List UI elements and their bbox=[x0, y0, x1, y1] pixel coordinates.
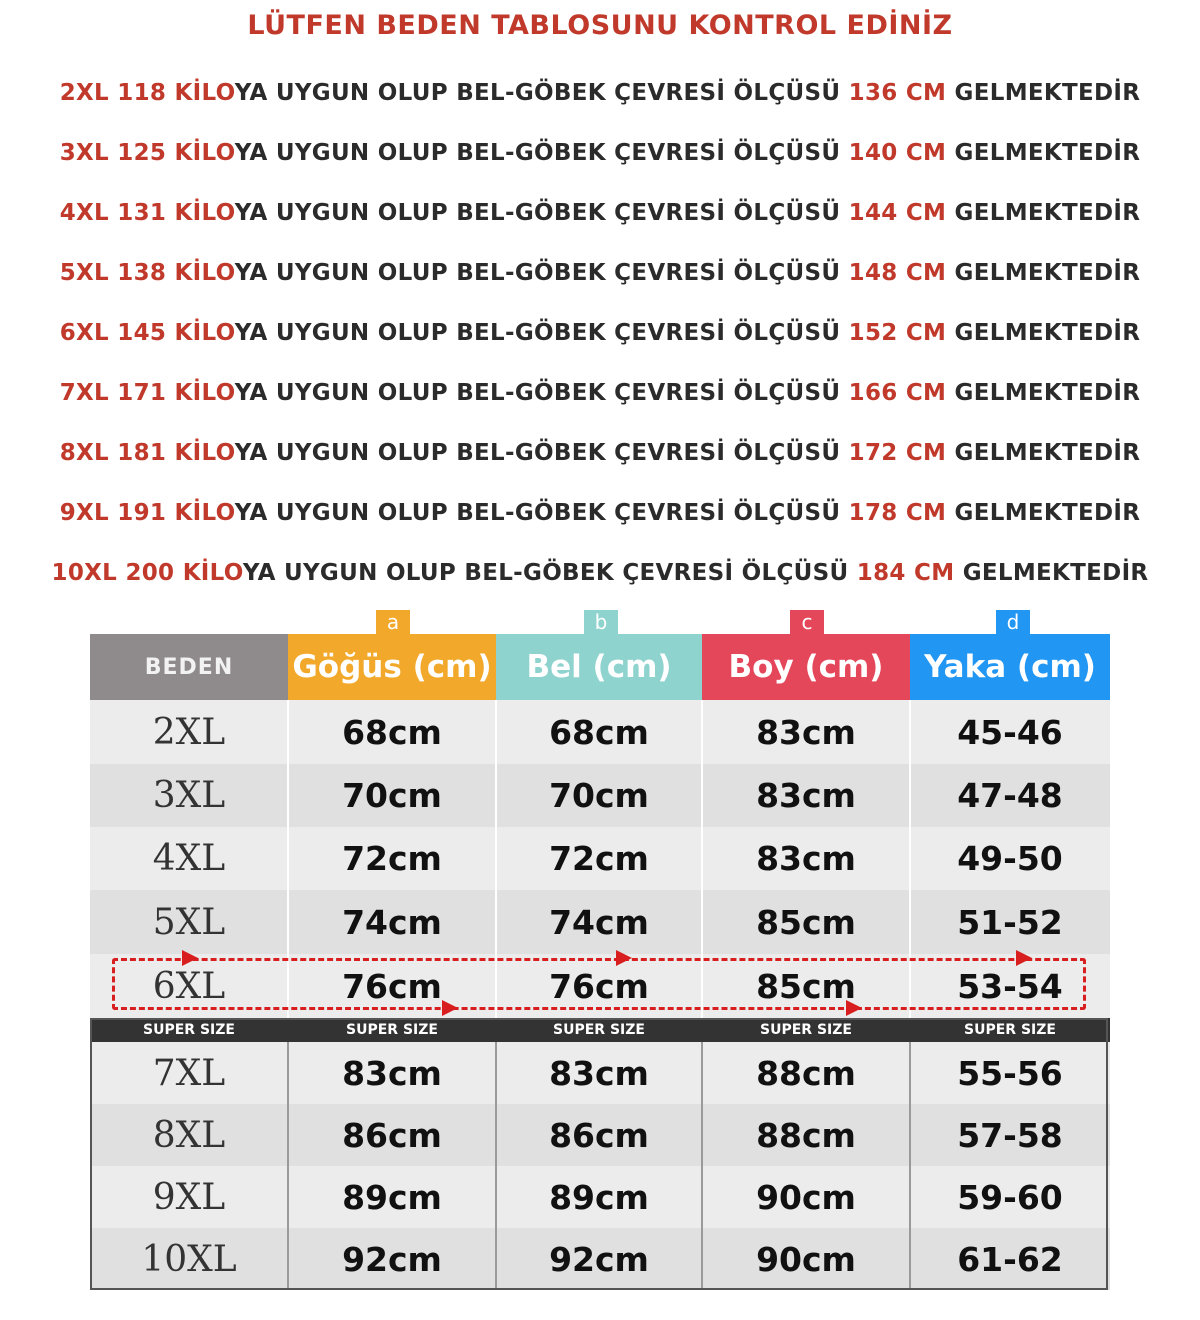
sentence-middle: YA UYGUN OLUP BEL-GÖBEK ÇEVRESİ ÖLÇÜSÜ bbox=[234, 140, 841, 166]
column-divider bbox=[909, 700, 911, 1018]
waist-cm-value: 148 CM bbox=[848, 260, 947, 286]
super-size-label: SUPER SIZE bbox=[553, 1022, 645, 1038]
chest-cell: 68cm bbox=[342, 712, 442, 752]
length-cell: 90cm bbox=[756, 1177, 856, 1217]
sentence-middle: YA UYGUN OLUP BEL-GÖBEK ÇEVRESİ ÖLÇÜSÜ bbox=[234, 380, 841, 406]
column-divider bbox=[909, 1042, 911, 1290]
chest-cell: 72cm bbox=[342, 839, 442, 878]
super-size-label: SUPER SIZE bbox=[143, 1022, 235, 1038]
waist-cm-value: 152 CM bbox=[848, 320, 947, 346]
waist-cell: 72cm bbox=[549, 839, 649, 878]
super-size-label: SUPER SIZE bbox=[346, 1022, 438, 1038]
size-weight-line bbox=[0, 500, 1200, 526]
sentence-end: GELMEKTEDİR bbox=[954, 260, 1141, 286]
waist-cell: 83cm bbox=[549, 1053, 649, 1093]
collar-cell: 59-60 bbox=[957, 1177, 1063, 1217]
column-tag-c: c bbox=[790, 610, 824, 634]
chest-cell: 70cm bbox=[342, 776, 442, 815]
super-size-label: SUPER SIZE bbox=[964, 1022, 1056, 1038]
waist-cm-value: 136 CM bbox=[848, 80, 947, 106]
column-tag-d: d bbox=[996, 610, 1030, 634]
waist-cm-value: 144 CM bbox=[848, 200, 947, 226]
collar-cell: 57-58 bbox=[957, 1115, 1063, 1155]
size-cell: 9XL bbox=[152, 1176, 226, 1218]
table-row bbox=[90, 827, 1110, 890]
waist-cell: 74cm bbox=[549, 902, 649, 942]
sentence-end: GELMEKTEDİR bbox=[954, 320, 1141, 346]
size-weight-line bbox=[0, 140, 1200, 166]
table-header bbox=[90, 634, 1110, 700]
sentence-middle: YA UYGUN OLUP BEL-GÖBEK ÇEVRESİ ÖLÇÜSÜ bbox=[242, 560, 849, 586]
sentence-end: GELMEKTEDİR bbox=[954, 80, 1141, 106]
size-weight-line bbox=[0, 440, 1200, 466]
size-chart-table bbox=[90, 610, 1110, 1292]
arrow-right-icon bbox=[616, 950, 632, 966]
sentence-middle: YA UYGUN OLUP BEL-GÖBEK ÇEVRESİ ÖLÇÜSÜ bbox=[234, 440, 841, 466]
sentence-end: GELMEKTEDİR bbox=[954, 200, 1141, 226]
sentence-end: GELMEKTEDİR bbox=[954, 140, 1141, 166]
size-cell: 5XL bbox=[152, 901, 226, 943]
table-row bbox=[90, 1228, 1110, 1290]
kilo-word: KİLO bbox=[174, 200, 235, 226]
size-weight-line bbox=[0, 560, 1200, 586]
table-row bbox=[90, 1104, 1110, 1166]
kilo-word: KİLO bbox=[182, 560, 243, 586]
size-weight-line bbox=[0, 200, 1200, 226]
size-weight-value: 5XL 138 bbox=[59, 260, 167, 286]
kilo-word: KİLO bbox=[174, 320, 235, 346]
sentence-end: GELMEKTEDİR bbox=[954, 500, 1141, 526]
kilo-word: KİLO bbox=[174, 380, 235, 406]
arrow-right-icon bbox=[846, 1000, 862, 1016]
table-row bbox=[90, 764, 1110, 827]
kilo-word: KİLO bbox=[174, 500, 235, 526]
chest-cell: 83cm bbox=[342, 1053, 442, 1093]
size-weight-value: 3XL 125 bbox=[59, 140, 167, 166]
column-divider bbox=[495, 700, 497, 1018]
collar-cell: 51-52 bbox=[957, 902, 1063, 942]
super-size-label: SUPER SIZE bbox=[760, 1022, 852, 1038]
waist-cm-value: 166 CM bbox=[848, 380, 947, 406]
length-cell: 88cm bbox=[756, 1115, 856, 1155]
size-cell: 3XL bbox=[152, 775, 226, 816]
size-weight-line bbox=[0, 260, 1200, 286]
table-row bbox=[90, 1166, 1110, 1228]
size-cell: 6XL bbox=[152, 965, 226, 1007]
header-bel: Bel (cm) bbox=[496, 634, 702, 700]
length-cell: 90cm bbox=[756, 1239, 856, 1279]
size-weight-line bbox=[0, 320, 1200, 346]
size-cell: 4XL bbox=[152, 838, 226, 879]
collar-cell: 47-48 bbox=[957, 776, 1063, 815]
size-weight-value: 9XL 191 bbox=[59, 500, 167, 526]
size-cell: 8XL bbox=[152, 1114, 226, 1156]
size-weight-value: 6XL 145 bbox=[59, 320, 167, 346]
sentence-middle: YA UYGUN OLUP BEL-GÖBEK ÇEVRESİ ÖLÇÜSÜ bbox=[234, 320, 841, 346]
chest-cell: 92cm bbox=[342, 1239, 442, 1279]
arrow-right-icon bbox=[1016, 950, 1032, 966]
chest-cell: 76cm bbox=[342, 966, 442, 1006]
waist-cell: 92cm bbox=[549, 1239, 649, 1279]
column-divider bbox=[495, 1042, 497, 1290]
super-size-bar bbox=[90, 1018, 1110, 1042]
sentence-middle: YA UYGUN OLUP BEL-GÖBEK ÇEVRESİ ÖLÇÜSÜ bbox=[234, 500, 841, 526]
collar-cell: 53-54 bbox=[957, 966, 1063, 1006]
column-divider bbox=[701, 1042, 703, 1290]
header-gogus: Göğüs (cm) bbox=[288, 634, 496, 700]
waist-cm-value: 178 CM bbox=[848, 500, 947, 526]
size-weight-value: 2XL 118 bbox=[59, 80, 167, 106]
collar-cell: 61-62 bbox=[957, 1239, 1063, 1279]
length-cell: 85cm bbox=[756, 966, 856, 1006]
table-row bbox=[90, 1042, 1110, 1104]
sentence-end: GELMEKTEDİR bbox=[954, 440, 1141, 466]
waist-cell: 86cm bbox=[549, 1115, 649, 1155]
header-boy: Boy (cm) bbox=[702, 634, 910, 700]
chest-cell: 74cm bbox=[342, 902, 442, 942]
waist-cm-value: 184 CM bbox=[856, 560, 955, 586]
chest-cell: 89cm bbox=[342, 1177, 442, 1217]
sentence-middle: YA UYGUN OLUP BEL-GÖBEK ÇEVRESİ ÖLÇÜSÜ bbox=[234, 80, 841, 106]
length-cell: 85cm bbox=[756, 902, 856, 942]
size-weight-value: 10XL 200 bbox=[51, 560, 175, 586]
sentence-middle: YA UYGUN OLUP BEL-GÖBEK ÇEVRESİ ÖLÇÜSÜ bbox=[234, 200, 841, 226]
size-cell: 10XL bbox=[141, 1238, 237, 1280]
table-row bbox=[90, 890, 1110, 954]
size-cell: 2XL bbox=[152, 711, 226, 753]
waist-cm-value: 172 CM bbox=[848, 440, 947, 466]
length-cell: 83cm bbox=[756, 839, 856, 878]
kilo-word: KİLO bbox=[174, 440, 235, 466]
column-divider bbox=[287, 1042, 289, 1290]
waist-cell: 70cm bbox=[549, 776, 649, 815]
collar-cell: 45-46 bbox=[957, 712, 1063, 752]
header-yaka: Yaka (cm) bbox=[910, 634, 1110, 700]
sentence-end: GELMEKTEDİR bbox=[954, 380, 1141, 406]
header-beden: BEDEN bbox=[90, 634, 288, 700]
collar-cell: 55-56 bbox=[957, 1053, 1063, 1093]
size-weight-value: 8XL 181 bbox=[59, 440, 167, 466]
table-row bbox=[90, 700, 1110, 764]
size-weight-line bbox=[0, 380, 1200, 406]
waist-cell: 68cm bbox=[549, 712, 649, 752]
column-tag-a: a bbox=[376, 610, 410, 634]
sentence-end: GELMEKTEDİR bbox=[962, 560, 1149, 586]
size-cell: 7XL bbox=[152, 1052, 226, 1094]
length-cell: 83cm bbox=[756, 776, 856, 815]
kilo-word: KİLO bbox=[174, 80, 235, 106]
chest-cell: 86cm bbox=[342, 1115, 442, 1155]
column-divider bbox=[701, 700, 703, 1018]
waist-cell: 76cm bbox=[549, 966, 649, 1006]
kilo-word: KİLO bbox=[174, 140, 235, 166]
sentence-middle: YA UYGUN OLUP BEL-GÖBEK ÇEVRESİ ÖLÇÜSÜ bbox=[234, 260, 841, 286]
arrow-right-icon bbox=[442, 1000, 458, 1016]
page-title: LÜTFEN BEDEN TABLOSUNU KONTROL EDİNİZ bbox=[247, 10, 953, 41]
waist-cell: 89cm bbox=[549, 1177, 649, 1217]
table-row bbox=[90, 954, 1110, 1018]
size-weight-value: 4XL 131 bbox=[59, 200, 167, 226]
column-divider bbox=[287, 700, 289, 1018]
size-weight-line bbox=[0, 80, 1200, 106]
size-weight-value: 7XL 171 bbox=[59, 380, 167, 406]
length-cell: 88cm bbox=[756, 1053, 856, 1093]
arrow-right-icon bbox=[182, 950, 198, 966]
waist-cm-value: 140 CM bbox=[848, 140, 947, 166]
kilo-word: KİLO bbox=[174, 260, 235, 286]
collar-cell: 49-50 bbox=[957, 839, 1063, 878]
column-tag-b: b bbox=[584, 610, 618, 634]
length-cell: 83cm bbox=[756, 712, 856, 752]
